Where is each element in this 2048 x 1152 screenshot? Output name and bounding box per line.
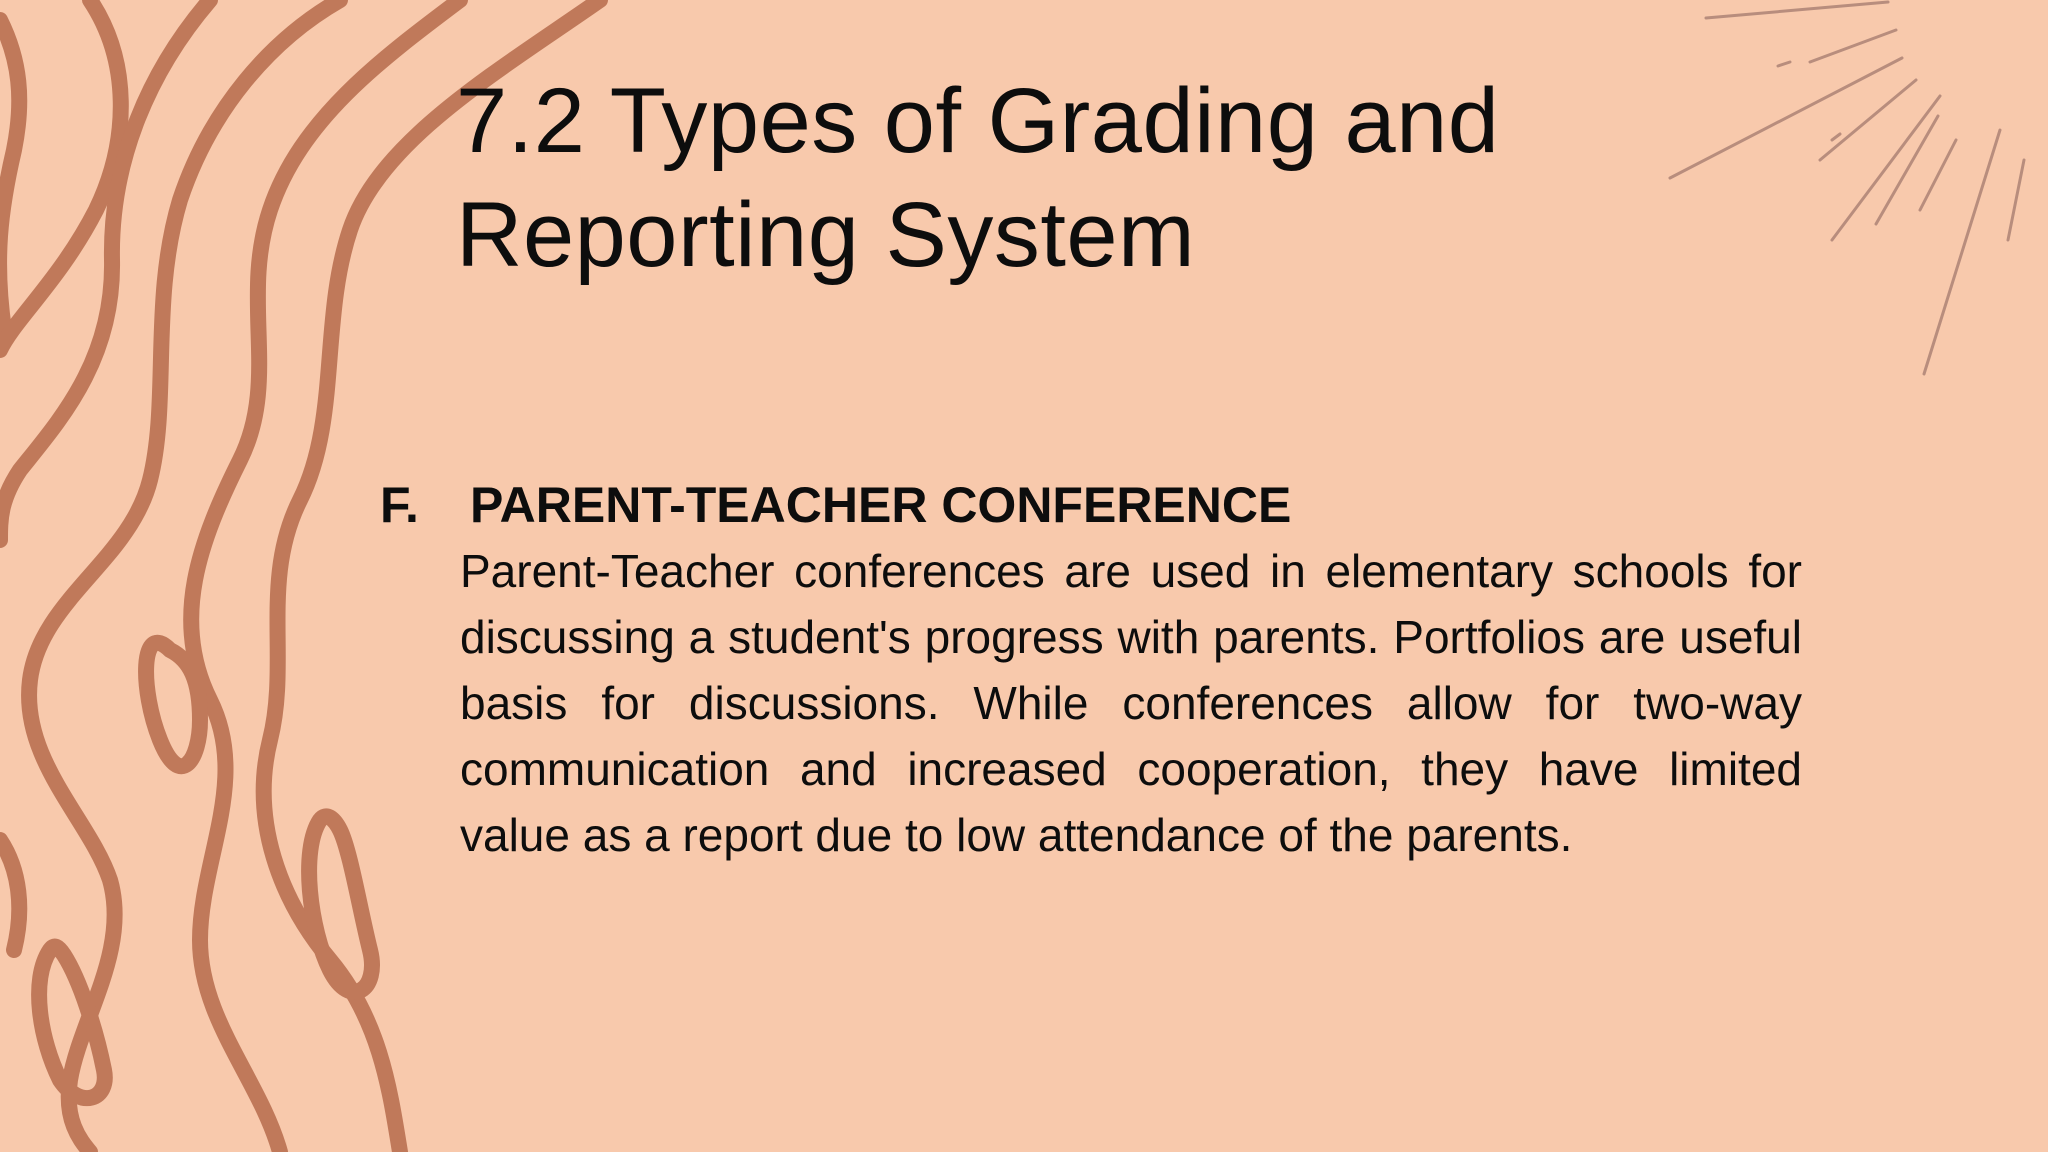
slide-title-line1: 7.2 Types of Grading and: [456, 70, 1500, 172]
section-heading: [380, 472, 1820, 538]
section-letter: F.: [380, 477, 419, 533]
content-section: [380, 472, 1820, 868]
slide-title: [456, 64, 1656, 292]
sunburst-decoration: [1640, 0, 2048, 400]
section-body-text: Parent-Teacher conferences are used in elementary schools for discussing a student's progress with parents. Portfolios are useful basis for discussions. While conferences allow for two-way communication and increased cooperation, they have limited value as a report due to low attendance of the parents.: [460, 545, 1802, 861]
section-heading-text: PARENT-TEACHER CONFERENCE: [470, 477, 1292, 533]
slide-title-line2: Reporting System: [456, 184, 1196, 286]
